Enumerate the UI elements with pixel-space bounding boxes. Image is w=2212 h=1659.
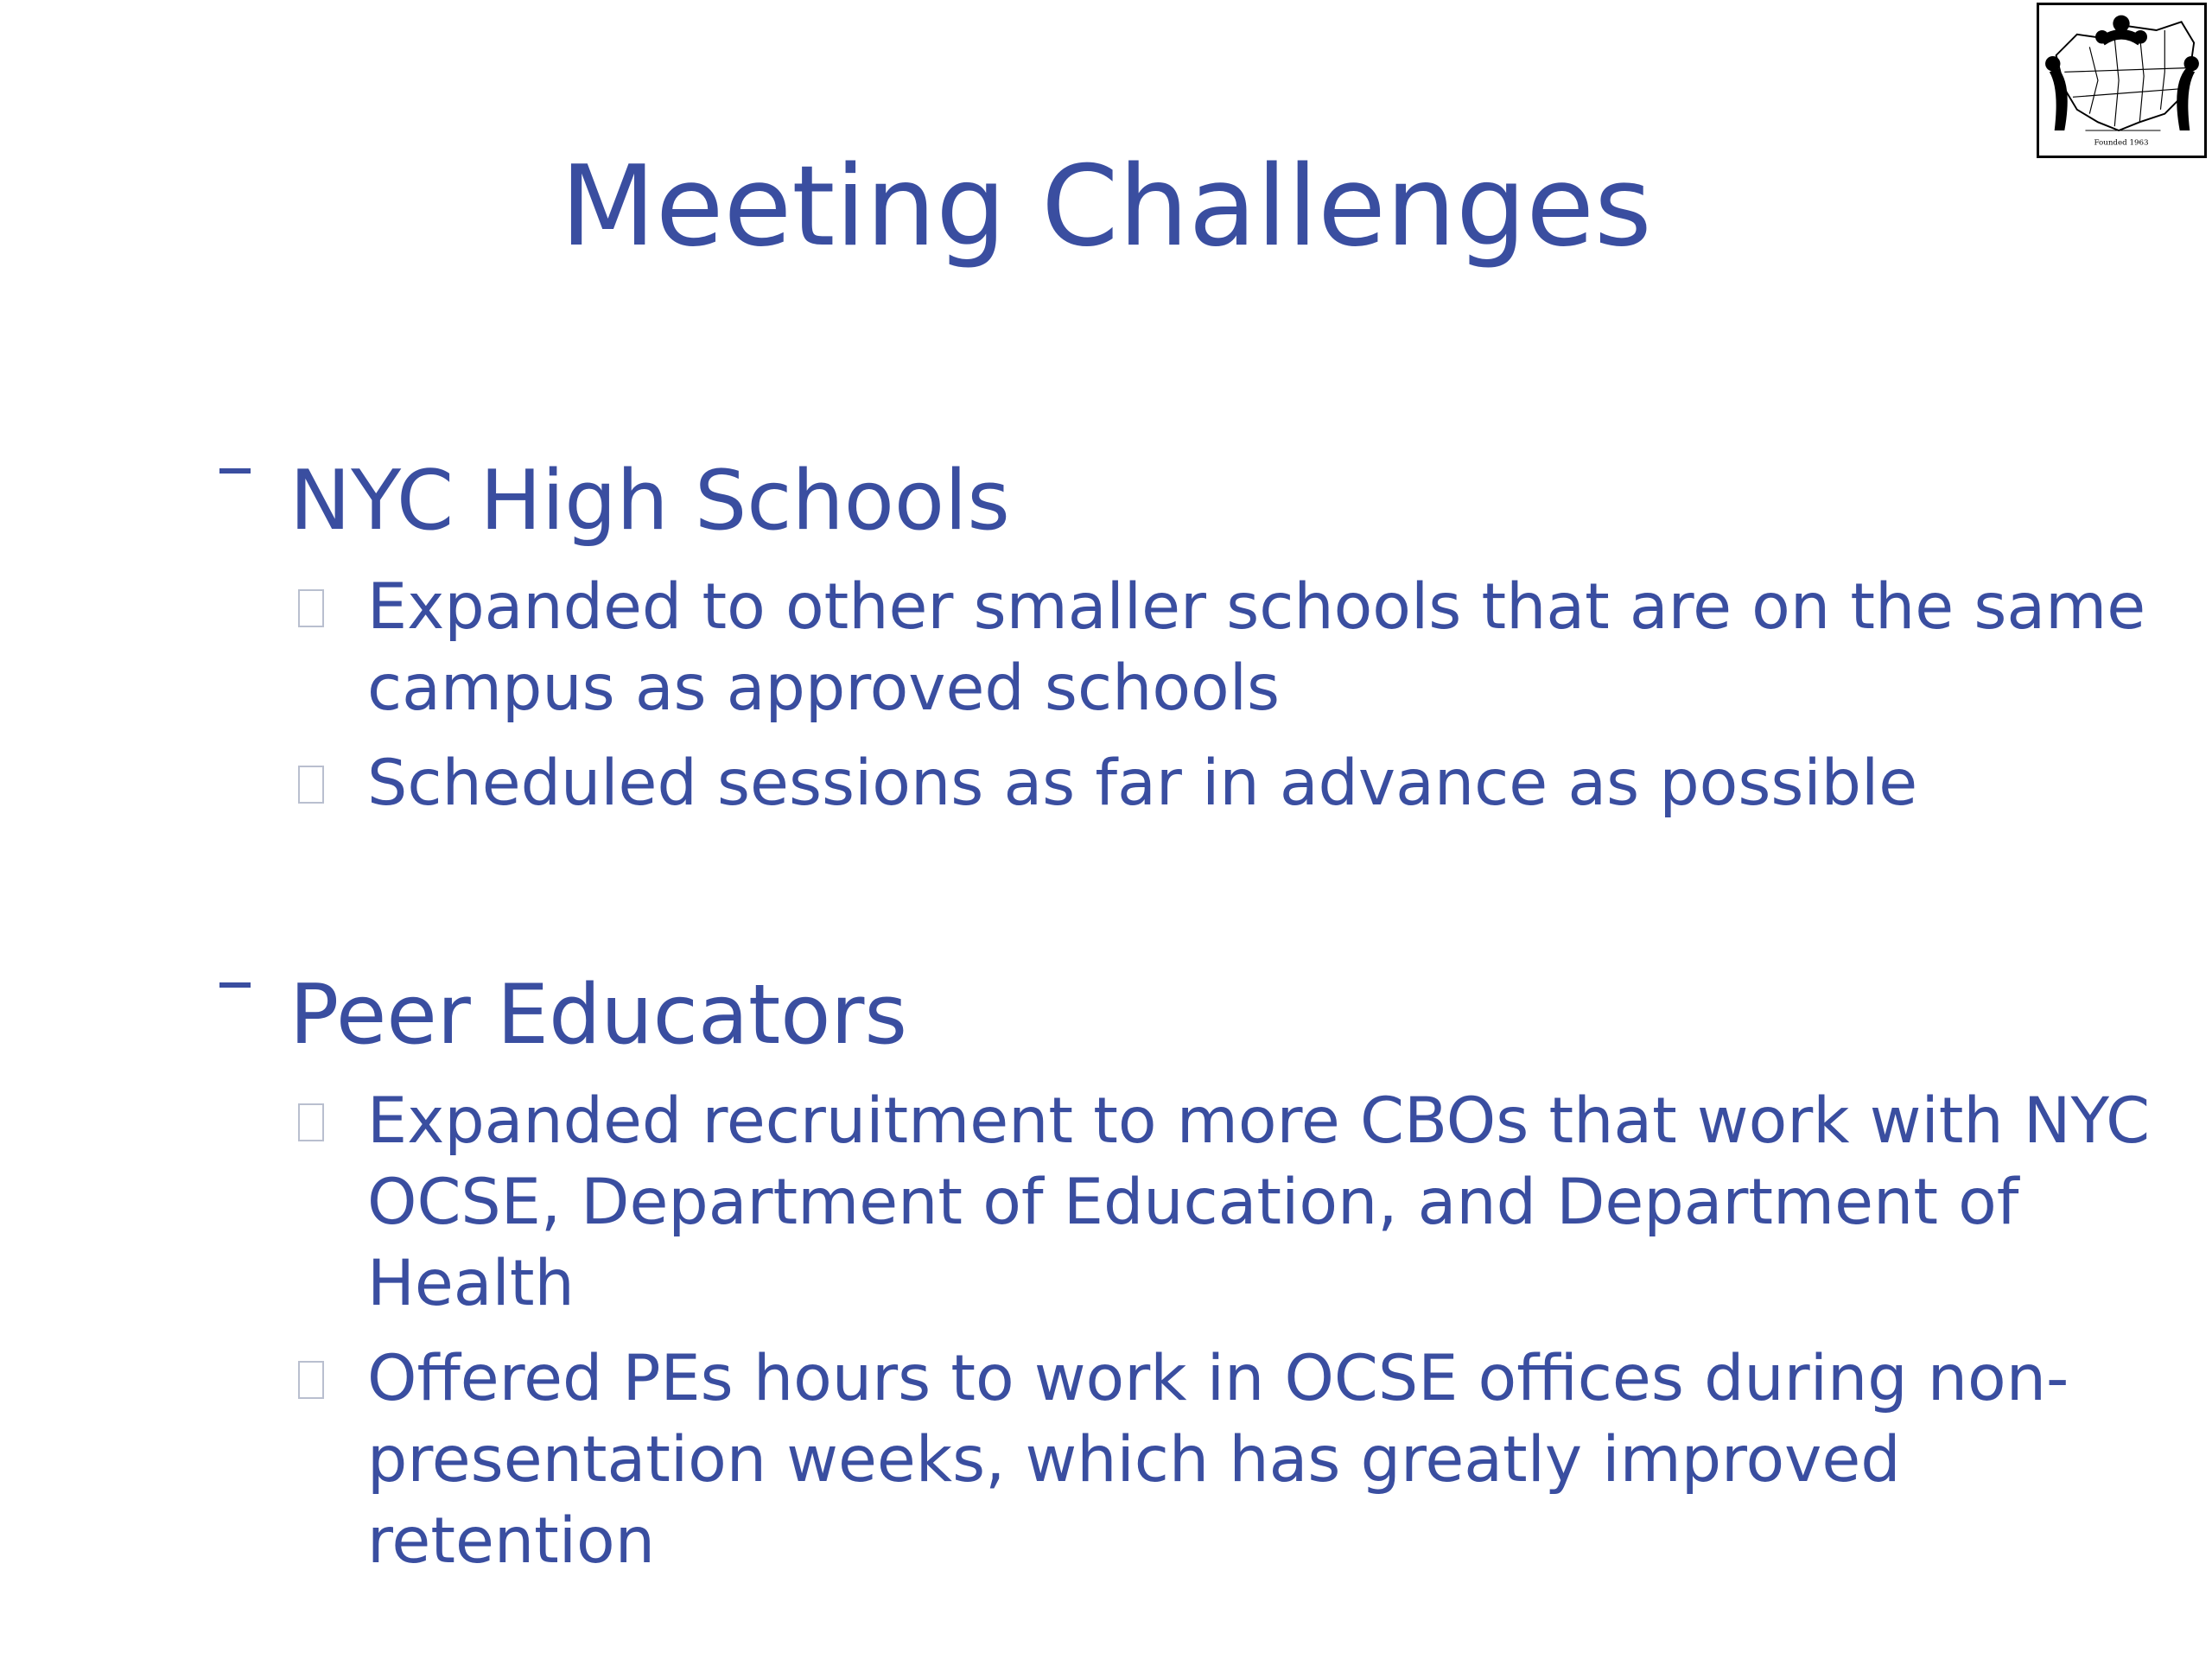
seal-logo-icon <box>2039 5 2204 156</box>
section-peer-educators <box>207 963 2151 1582</box>
dash-bullet-icon <box>219 468 251 474</box>
list-item-text: Expanded to other smaller schools that are on the same campus as approved schools <box>367 570 2146 725</box>
logo-caption: Founded 1963 <box>2094 138 2149 148</box>
section-heading <box>207 963 2143 1067</box>
organization-logo <box>2037 3 2207 158</box>
list-item-text: Expanded recruitment to more CBOs that work with NYC OCSE, Department of Education, and Department of Health <box>367 1084 2151 1320</box>
bullet-list <box>207 567 2146 824</box>
list-item <box>207 743 2208 824</box>
list-item-text: Scheduled sessions as far in advance as possible <box>367 747 1918 820</box>
section-heading-text: NYC High Schools <box>289 454 1010 549</box>
list-item-text: Offered PEs hours to work in OCSE offices during non-presentation weeks, which has greatly improved retention <box>367 1342 2069 1578</box>
section-heading <box>207 449 2143 553</box>
list-item <box>207 1081 2208 1325</box>
dash-bullet-icon <box>219 982 251 988</box>
bullet-box-icon <box>298 1361 324 1399</box>
bullet-box-icon <box>298 589 324 627</box>
bullet-box-icon <box>298 1103 324 1141</box>
slide-title: Meeting Challenges <box>560 143 1652 271</box>
list-item <box>207 1338 2208 1582</box>
bullet-list <box>207 1081 2151 1582</box>
list-item <box>207 567 2208 729</box>
bullet-box-icon <box>298 766 324 804</box>
section-heading-text: Peer Educators <box>289 968 907 1063</box>
section-nyc-high-schools <box>207 449 2146 824</box>
